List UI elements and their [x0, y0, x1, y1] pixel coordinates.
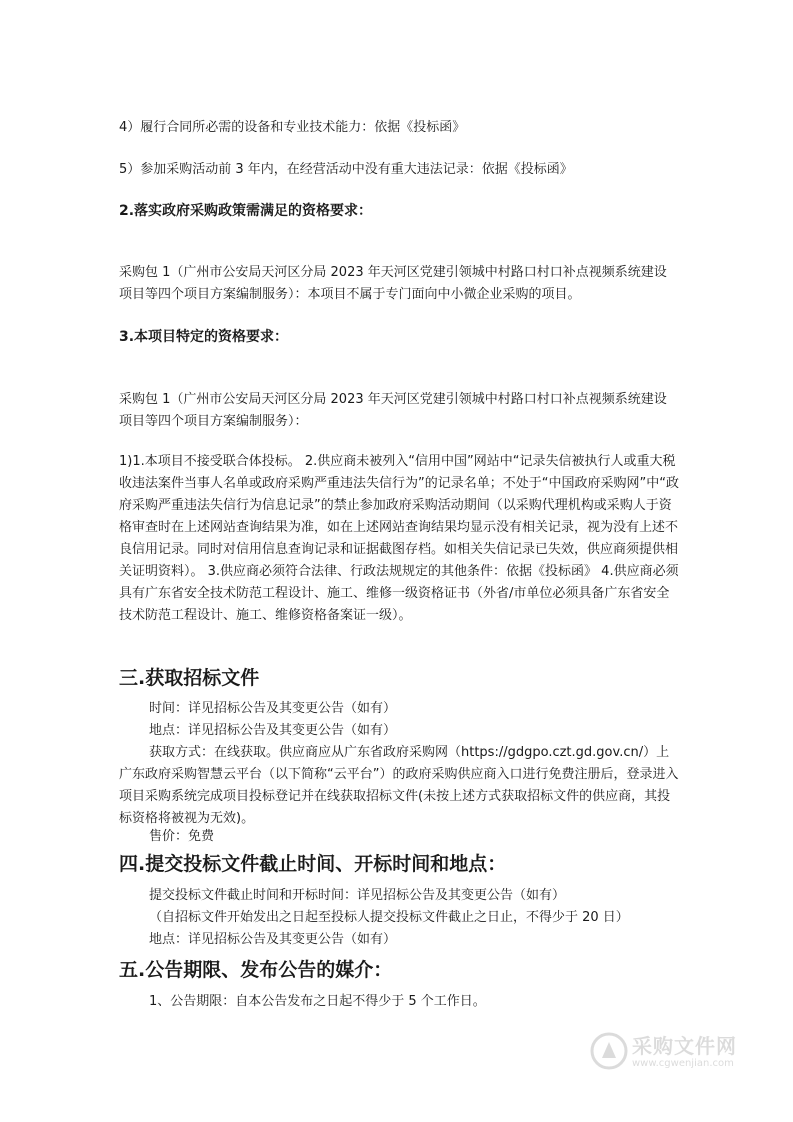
section-3-heading: 3.本项目特定的资格要求： — [119, 329, 289, 345]
item-4: 4）履行合同所必需的设备和专业技术能力：依据《投标函》 — [119, 120, 466, 135]
section-3-text: 采购包 1（广州市公安局天河区分局 2023 年天河区党建引领城中村路口村口补点视频系统建设项目等四个项目方案编制服务）： — [119, 392, 667, 429]
watermark-name: 采购文件网 — [632, 1034, 737, 1058]
chapter-3-heading: 三.获取招标文件 — [119, 667, 260, 689]
watermark-logo-icon — [590, 1032, 628, 1070]
chapter-3-price: 售价：免费 — [149, 829, 215, 844]
section-2-text: 采购包 1（广州市公安局天河区分局 2023 年天河区党建引领城中村路口村口补点视频系统建设项目等四个项目方案编制服务）：本项目不属于专门面向中小微企业采购的项目。 — [119, 265, 667, 302]
chapter-3-time: 时间：详见招标公告及其变更公告（如有） — [149, 701, 397, 716]
item-5: 5）参加采购活动前 3 年内，在经营活动中没有重大违法记录：依据《投标函》 — [119, 162, 573, 177]
chapter-5-heading: 五.公告期限、发布公告的媒介： — [119, 959, 393, 981]
chapter-5-period: 1、公告期限：自本公告发布之日起不得少于 5 个工作日。 — [149, 994, 486, 1009]
chapter-4-deadline: 提交投标文件截止时间和开标时间：详见招标公告及其变更公告（如有） — [149, 888, 566, 903]
chapter-3-method: 获取方式：在线获取。供应商应从广东省政府采购网（https://gdgpo.czt.gd.gov.cn/）上广东政府采购智慧云平台（以下简称“云平台”）的政府采购供应商入口进行免费注册后，登录进入项目采购系统完成项目投标登记并在线获取招标文件(未按上述方式获取招标文件的供应商，其投标资格将被视为无效)。 — [119, 745, 679, 826]
chapter-4-note: （自招标文件开始发出之日起至投标人提交投标文件截止之日止，不得少于 20 日） — [149, 910, 629, 925]
chapter-4-place: 地点：详见招标公告及其变更公告（如有） — [149, 932, 397, 947]
section-2-heading: 2.落实政府采购政策需满足的资格要求： — [119, 203, 373, 219]
watermark — [588, 1028, 758, 1076]
chapter-3-place: 地点：详见招标公告及其变更公告（如有） — [149, 723, 397, 738]
chapter-4-heading: 四.提交投标文件截止时间、开标时间和地点： — [119, 853, 507, 875]
watermark-url: www.cgwenjian.com — [632, 1058, 734, 1069]
section-3-detail: 1)1.本项目不接受联合体投标。 2.供应商未被列入“信用中国”网站中“记录失信被执行人或重大税收违法案件当事人名单或政府采购严重违法失信行为”的记录名单；不处于“中国政府采购网”中“政府采购严重违法失信行为信息记录”的禁止参加政府采购活动期间（以采购代理机构或采购人于资格审查时在上述网站查询结果为准，如在上述网站查询结果均显示没有相关记录，视为没有上述不良信用记录。同时对信用信息查询记录和证据截图存档。如相关失信记录已失效，供应商须提供相关证明资料）。 3.供应商必须符合法律、行政法规规定的其他条件：依据《投标函》 4.供应商必须具有广东省安全技术防范工程设计、施工、维修一级资格证书（外省/市单位必须具备广东省安全技术防范工程设计、施工、维修资格备案证一级）。 — [119, 454, 679, 623]
